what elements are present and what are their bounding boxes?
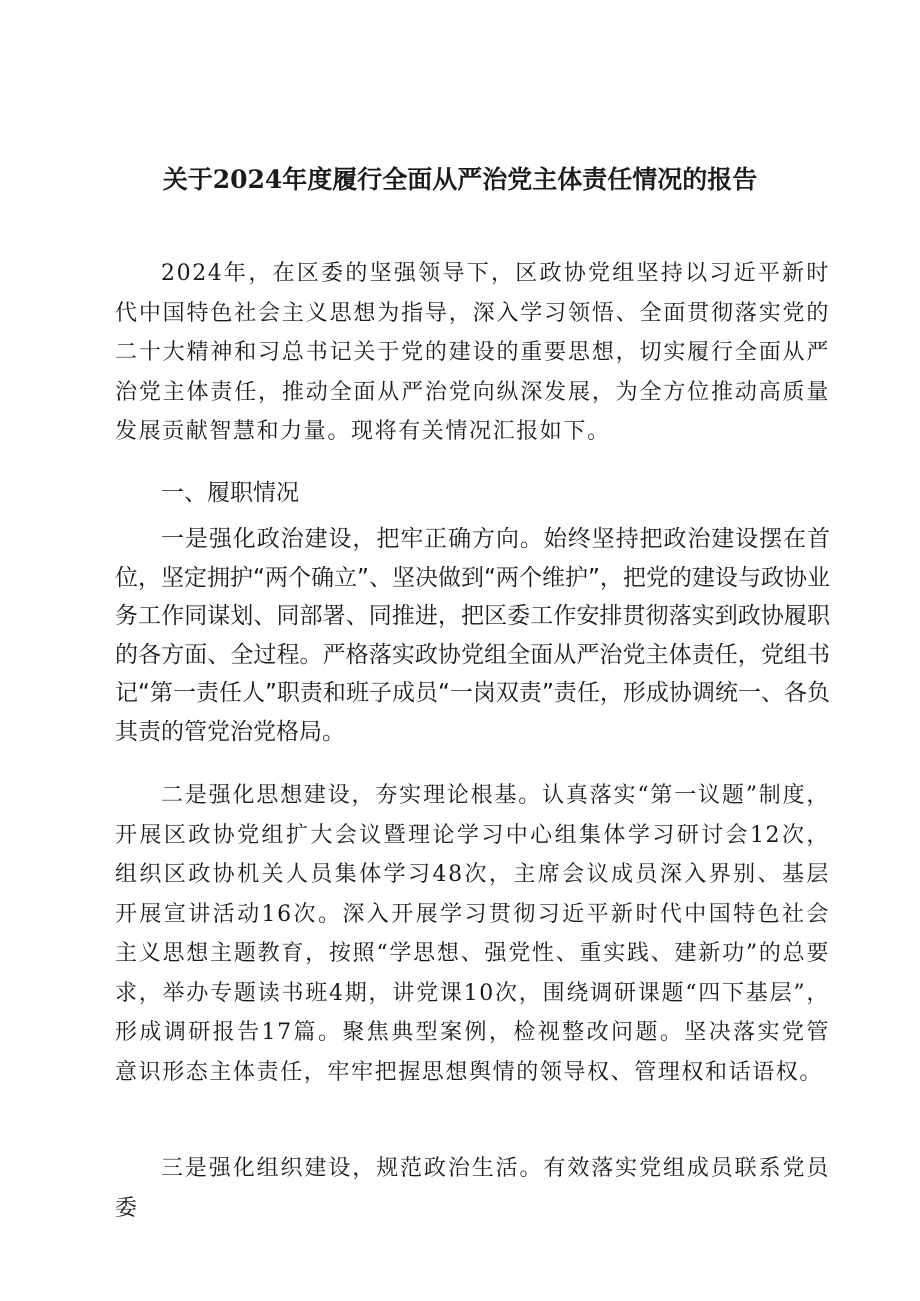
section-heading: 一、履职情况	[161, 480, 299, 506]
document-title: 关于2024年度履行全面从严治党主体责任情况的报告	[162, 165, 758, 194]
item-paragraph-ideological: 二是强化思想建设，夯实理论根基。认真落实“第一议题”制度，开展区政协党组扩大会议暨理论学习中心组集体学习研讨会12次，组织区政协机关人员集体学习48次，主席会议成员深入界别、基层开展宣讲活动16次。深入开展学习贯彻习近平新时代中国特色社会主义思想主题教育，按照“学思想、强党性、重实践、建新功”的总要求，举办专题读书班4期，讲党课10次，围绕调研课题“四下基层”，形成调研报告17篇。聚焦典型案例，检视整改问题。坚决落实党管意识形态主体责任，牢牢把握思想舆情的领导权、管理权和话语权。	[115, 783, 830, 1085]
item-paragraph-organizational: 三是强化组织建设，规范政治生活。有效落实党组成员联系党员委	[115, 1156, 830, 1221]
item-paragraph-political: 一是强化政治建设，把牢正确方向。始终坚持把政治建设摆在首位，坚定拥护“两个确立”、坚决做到“两个维护”，把党的建设与政协业务工作同谋划、同部署、同推进，把区委工作安排贯彻落实到政协履职的各方面、全过程。严格落实政协党组全面从严治党主体责任，党组书记“第一责任人”职责和班子成员“一岗双责”责任，形成协调统一、各负其责的管党治党格局。	[115, 526, 830, 745]
intro-paragraph: 2024年，在区委的坚强领导下，区政协党组坚持以习近平新时代中国特色社会主义思想为指导，深入学习领悟、全面贯彻落实党的二十大精神和习总书记关于党的建设的重要思想，切实履行全面从严治党主体责任，推动全面从严治党向纵深发展，为全方位推动高质量发展贡献智慧和力量。现将有关情况汇报如下。	[115, 261, 830, 444]
